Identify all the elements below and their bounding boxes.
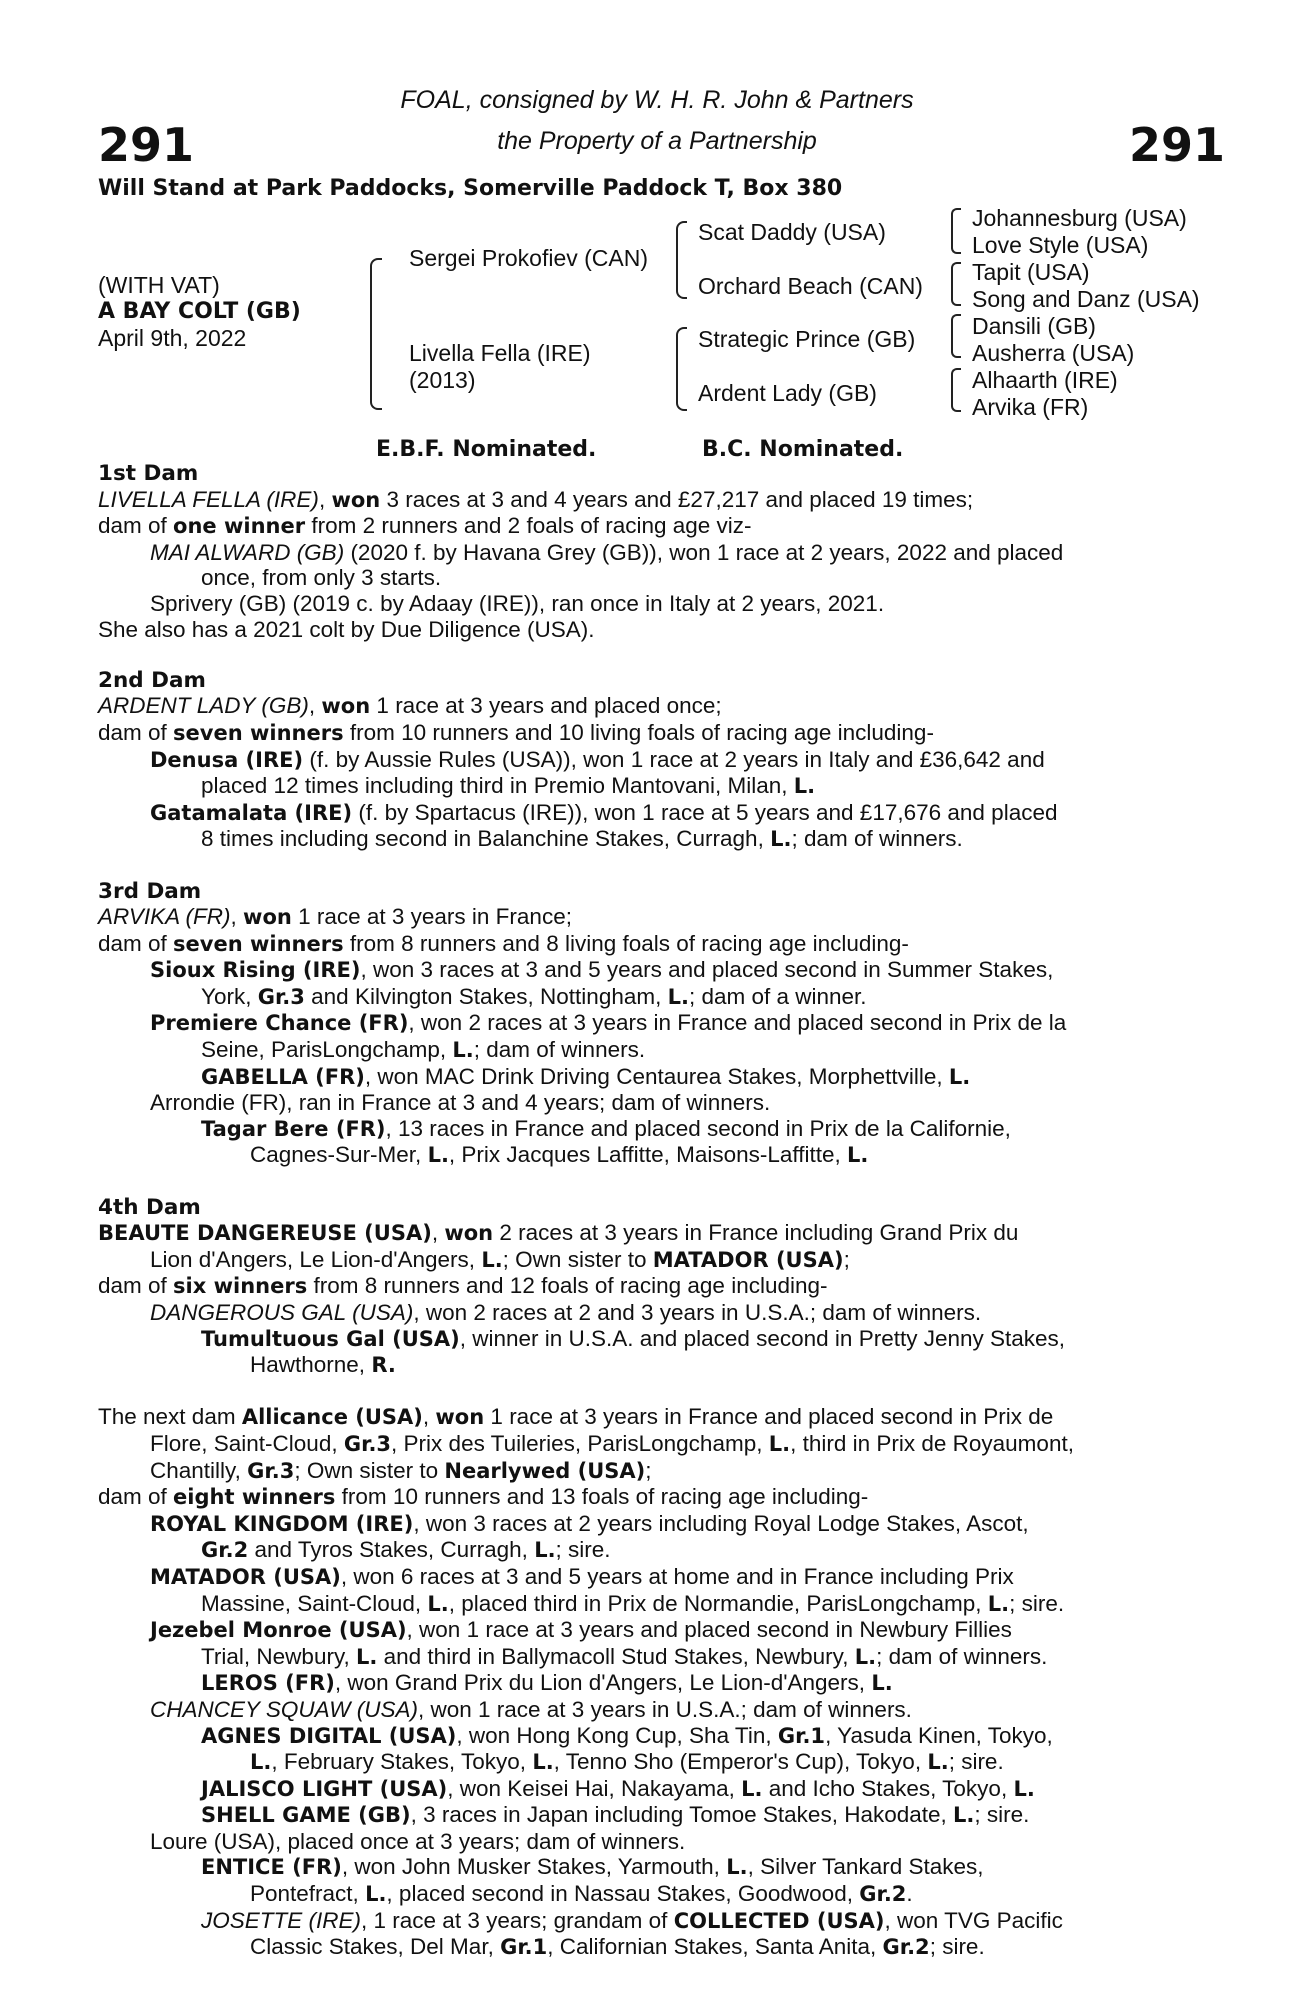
section-heading-3rd-dam: 3rd Dam — [98, 878, 202, 904]
produce-entry-cont: Massine, Saint-Cloud, L., placed third in Prix de Normandie, ParisLongchamp, L.; sire. — [201, 1590, 1065, 1616]
grandproduce-entry: AGNES DIGITAL (USA), won Hong Kong Cup, Sha Tin, Gr.1, Yasuda Kinen, Tokyo, — [201, 1722, 1053, 1748]
foaling-date: April 9th, 2022 — [98, 325, 247, 351]
vat-note: (WITH VAT) — [98, 272, 220, 298]
ebf-nomination: E.B.F. Nominated. — [376, 437, 597, 462]
section-heading-1st-dam: 1st Dam — [98, 461, 199, 486]
grandproduce-entry: ENTICE (FR), won John Musker Stakes, Yarmouth, L., Silver Tankard Stakes, — [201, 1854, 984, 1880]
pedigree-brace-g3 — [951, 314, 961, 358]
dam3-produce: dam of seven winners from 8 runners and 8 living foals of racing age including- — [98, 930, 909, 956]
produce-entry: Premiere Chance (FR), won 2 races at 3 years in France and placed second in Prix de la — [150, 1010, 1067, 1036]
pedigree-brace-main — [370, 258, 382, 410]
produce-entry: CHANCEY SQUAW (USA), won 1 race at 3 years in U.S.A.; dam of winners. — [150, 1696, 912, 1722]
grandproduce-entry: JOSETTE (IRE), 1 race at 3 years; grandam of COLLECTED (USA), won TVG Pacific — [201, 1907, 1063, 1933]
produce-entry-cont: 8 times including second in Balanchine Stakes, Curragh, L.; dam of winners. — [201, 826, 963, 852]
dam2-produce: dam of seven winners from 10 runners and 10 living foals of racing age including- — [98, 719, 934, 745]
produce-entry: Denusa (IRE) (f. by Aussie Rules (USA)), won 1 race at 2 years in Italy and £36,642 and — [150, 746, 1045, 772]
grandparent-7: Alhaarth (IRE) — [972, 367, 1118, 393]
catalogue-body — [98, 461, 1218, 1961]
dam4-record: BEAUTE DANGEREUSE (USA), won 2 races at 3 years in France including Grand Prix du — [98, 1220, 1019, 1246]
pedigree-brace-dam — [676, 327, 687, 411]
produce-entry-cont: Gr.2 and Tyros Stakes, Curragh, L.; sire. — [201, 1537, 611, 1563]
grandproduce-entry: JALISCO LIGHT (USA), won Keisei Hai, Nakayama, L. and Icho Stakes, Tokyo, L. — [201, 1775, 1035, 1801]
dam: Livella Fella (IRE) — [409, 340, 591, 366]
section-heading-2nd-dam: 2nd Dam — [98, 667, 206, 693]
produce-entry: Sioux Rising (IRE), won 3 races at 3 and 5 years and placed second in Summer Stakes, — [150, 957, 1054, 983]
grandproduce-entry-cont: Pontefract, L., placed second in Nassau Stakes, Goodwood, Gr.2. — [250, 1881, 913, 1907]
grandproduce-entry-cont: Cagnes-Sur-Mer, L., Prix Jacques Laffitte, Maisons-Laffitte, L. — [250, 1142, 869, 1168]
produce-entry-cont: placed 12 times including third in Premio Mantovani, Milan, L. — [201, 773, 816, 799]
dam2-record: ARDENT LADY (GB), won 1 race at 3 years and placed once; — [98, 693, 722, 719]
pedigree-brace-sire — [676, 221, 687, 299]
produce-entry-cont: Trial, Newbury, L. and third in Ballymacoll Stud Stakes, Newbury, L.; dam of winners. — [201, 1643, 1048, 1669]
dam1-note: She also has a 2021 colt by Due Diligence (USA). — [98, 616, 595, 642]
grandproduce-entry: GABELLA (FR), won MAC Drink Driving Centaurea Stakes, Morphettville, L. — [201, 1063, 971, 1089]
dam3-record: ARVIKA (FR), won 1 race at 3 years in France; — [98, 904, 572, 930]
lot-number-right: 291 — [1129, 118, 1226, 172]
produce-entry: Arrondie (FR), ran in France at 3 and 4 years; dam of winners. — [150, 1090, 771, 1116]
dam-sire: Strategic Prince (GB) — [698, 326, 916, 352]
produce-entry-cont: York, Gr.3 and Kilvington Stakes, Nottingham, L.; dam of a winner. — [201, 983, 867, 1009]
grandparent-5: Dansili (GB) — [972, 313, 1096, 339]
next-dam-record-cont: Chantilly, Gr.3; Own sister to Nearlywed (USA); — [150, 1457, 652, 1483]
produce-entry-cont: Seine, ParisLongchamp, L.; dam of winners. — [201, 1037, 646, 1063]
produce-entry: Gatamalata (IRE) (f. by Spartacus (IRE)), won 1 race at 5 years and £17,676 and placed — [150, 799, 1058, 825]
produce-entry: DANGEROUS GAL (USA), won 2 races at 2 and 3 years in U.S.A.; dam of winners. — [150, 1300, 982, 1325]
dam4-record-cont: Lion d'Angers, Le Lion-d'Angers, L.; Own sister to MATADOR (USA); — [150, 1246, 850, 1272]
sire-sire: Scat Daddy (USA) — [698, 219, 886, 245]
produce-entry: Loure (USA), placed once at 3 years; dam of winners. — [150, 1828, 686, 1854]
grandparent-6: Ausherra (USA) — [972, 340, 1135, 366]
grandproduce-entry: SHELL GAME (GB), 3 races in Japan including Tomoe Stakes, Hakodate, L.; sire. — [201, 1802, 1030, 1828]
grandproduce-entry: Tumultuous Gal (USA), winner in U.S.A. and placed second in Pretty Jenny Stakes, — [201, 1325, 1066, 1351]
produce-entry: Jezebel Monroe (USA), won 1 race at 3 years and placed second in Newbury Fillies — [150, 1617, 1012, 1643]
pedigree-brace-g2 — [951, 262, 961, 306]
produce-entry: Sprivery (GB) (2019 c. by Adaay (IRE)), ran once in Italy at 2 years, 2021. — [150, 590, 885, 616]
next-dam-produce: dam of eight winners from 10 runners and 13 foals of racing age including- — [98, 1484, 869, 1510]
pedigree-brace-g4 — [951, 368, 961, 412]
grandparent-1: Johannesburg (USA) — [972, 205, 1187, 231]
grandparent-3: Tapit (USA) — [972, 259, 1090, 285]
grandproduce-entry-cont: L., February Stakes, Tokyo, L., Tenno Sho (Emperor's Cup), Tokyo, L.; sire. — [250, 1749, 1004, 1775]
grandproduce-entry-cont: Hawthorne, R. — [250, 1352, 396, 1378]
dam1-record: LIVELLA FELLA (IRE), won 3 races at 3 and 4 years and £27,217 and placed 19 times; — [98, 486, 974, 512]
sire: Sergei Prokofiev (CAN) — [409, 245, 649, 271]
lot-number-left: 291 — [98, 118, 195, 172]
produce-entry: ROYAL KINGDOM (IRE), won 3 races at 2 years including Royal Lodge Stakes, Ascot, — [150, 1510, 1029, 1536]
grandproduce-entry: Tagar Bere (FR), 13 races in France and placed second in Prix de la Californie, — [201, 1115, 1011, 1141]
horse-name: A BAY COLT (GB) — [98, 299, 301, 324]
consignor-line: FOAL, consigned by W. H. R. John & Partners — [400, 86, 914, 114]
dam4-produce: dam of six winners from 8 runners and 12 foals of racing age including- — [98, 1273, 828, 1299]
produce-entry: MAI ALWARD (GB) (2020 f. by Havana Grey (GB)), won 1 race at 2 years, 2022 and placed — [150, 539, 1064, 565]
dam-dam: Ardent Lady (GB) — [698, 380, 877, 406]
dam-foaling-year: (2013) — [409, 367, 476, 393]
grandproduce-entry-cont: Classic Stakes, Del Mar, Gr.1, Californian Stakes, Santa Anita, Gr.2; sire. — [250, 1934, 985, 1960]
dam1-produce: dam of one winner from 2 runners and 2 foals of racing age viz- — [98, 513, 752, 539]
next-dam-record: The next dam Allicance (USA), won 1 race at 3 years in France and placed second in Prix de — [98, 1404, 1054, 1430]
produce-entry-cont: once, from only 3 starts. — [201, 565, 442, 591]
produce-entry: MATADOR (USA), won 6 races at 3 and 5 years at home and in France including Prix — [150, 1563, 1014, 1589]
sire-dam: Orchard Beach (CAN) — [698, 273, 923, 299]
grandparent-4: Song and Danz (USA) — [972, 286, 1200, 312]
stand-location: Will Stand at Park Paddocks, Somerville Paddock T, Box 380 — [98, 176, 843, 201]
property-line: the Property of a Partnership — [497, 127, 817, 155]
bc-nomination: B.C. Nominated. — [702, 437, 904, 462]
section-heading-4th-dam: 4th Dam — [98, 1194, 201, 1220]
grandparent-2: Love Style (USA) — [972, 232, 1149, 258]
next-dam-record-cont: Flore, Saint-Cloud, Gr.3, Prix des Tuileries, ParisLongchamp, L., third in Prix de Royaumont, — [150, 1430, 1074, 1456]
pedigree-brace-g1 — [951, 208, 961, 254]
grandparent-8: Arvika (FR) — [972, 394, 1089, 420]
grandproduce-entry: LEROS (FR), won Grand Prix du Lion d'Angers, Le Lion-d'Angers, L. — [201, 1670, 893, 1696]
